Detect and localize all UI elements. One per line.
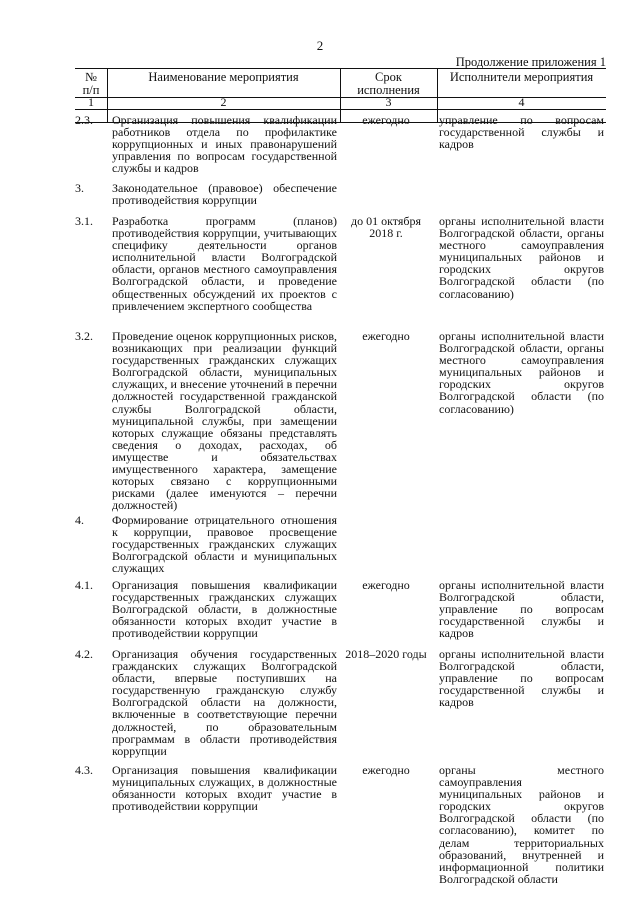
row-executors: органы исполнительной власти Волгоградской области, управление по вопросам государственной службы и кадров (439, 647, 604, 710)
row-name: Проведение оценок коррупционных рисков, возникающих при реализации функций государственных гражданских служащих Волгоградской области, муниципальных служащих, и внесение уточнений в перечни должностей государственной гражданской службы Волгоградской области, муниципальной службы, при замещении которых служащие обязаны представлять сведения о доходах, расходах, об имуществе и обязательствах имущественного характера, замещение которых связано с коррупционными рисками (далее именуются – перечни должностей) (112, 329, 337, 513)
header-num: № п/п (82, 70, 100, 97)
column-number: 2 (220, 95, 227, 109)
row-number: 4.3. (75, 763, 93, 777)
header-name: Наименование мероприятия (148, 70, 299, 84)
row-name: Организация повышения квалификации государственных гражданских служащих Волгоградской области, в должностные обязанности которых входит участие в противодействии коррупции (112, 578, 337, 641)
row-executors: органы исполнительной власти Волгоградской области, органы местного самоуправления муниципальных районов и городских округов Волгоградской области (по согласованию) (439, 214, 604, 301)
row-name: Организация повышения квалификации работников отдела по профилактике коррупционных и иных правонарушений управления по вопросам государственной службы и кадров (112, 113, 337, 176)
row-executors: органы исполнительной власти Волгоградской области, органы местного самоуправления муниципальных районов и городских округов Волгоградской области (по согласованию) (439, 329, 604, 416)
header-executors: Исполнители мероприятия (449, 70, 594, 84)
row-name: Разработка программ (планов) противодействия коррупции, учитывающих специфику деятельности органов исполнительной власти Волгоградской области, органов местного самоуправления Волгоградской области, и проведение общественных обсуждений их проектов с привлечением экспертного сообщества (112, 214, 337, 313)
row-number: 3.1. (75, 214, 93, 228)
row-term: 2018–2020 годы (345, 647, 427, 661)
divider (75, 109, 606, 110)
row-name: Законодательное (правовое) обеспечение противодействия коррупции (112, 181, 337, 208)
row-term: ежегодно (362, 578, 410, 592)
row-name: Организация обучения государственных гражданских служащих Волгоградской области, впервые поступивших на государственную гражданскую службу Волгоградской области на должности, включенные в соответствующие перечни должностей, по образовательным программам в области противодействия коррупции (112, 647, 337, 758)
row-number: 3. (75, 181, 84, 195)
continuation-label: Продолжение приложения 1 (455, 55, 606, 69)
row-term: до 01 октября 2018 г. (350, 214, 421, 241)
header-term: Срок исполнения (357, 70, 420, 97)
row-name: Организация повышения квалификации муниципальных служащих, в должностные обязанности которых входит участие в противодействии коррупции (112, 763, 337, 814)
column-number: 4 (518, 95, 525, 109)
row-executors: управление по вопросам государственной службы и кадров (439, 113, 604, 152)
row-term: ежегодно (362, 763, 410, 777)
row-executors: органы исполнительной власти Волгоградской области, управление по вопросам государственной службы и кадров (439, 578, 604, 641)
page-number: 2 (316, 38, 324, 53)
row-term: ежегодно (362, 113, 410, 127)
row-number: 2.3. (75, 113, 93, 127)
column-number: 1 (88, 95, 94, 109)
row-executors: органы местного самоуправления муниципальных районов и городских округов Волгоградской области (по согласованию), комитет по делам территориальных образований, внутренней и информационной политики Волгоградской области (439, 763, 604, 886)
column-numbers (75, 96, 606, 109)
row-number: 4. (75, 513, 84, 527)
row-number: 3.2. (75, 329, 93, 343)
column-number: 3 (385, 95, 392, 109)
row-number: 4.2. (75, 647, 93, 661)
row-name: Формирование отрицательного отношения к коррупции, правовое просвещение государственных гражданских служащих Волгоградской области и муниципальных служащих (112, 513, 337, 576)
row-term: ежегодно (362, 329, 410, 343)
row-number: 4.1. (75, 578, 93, 592)
